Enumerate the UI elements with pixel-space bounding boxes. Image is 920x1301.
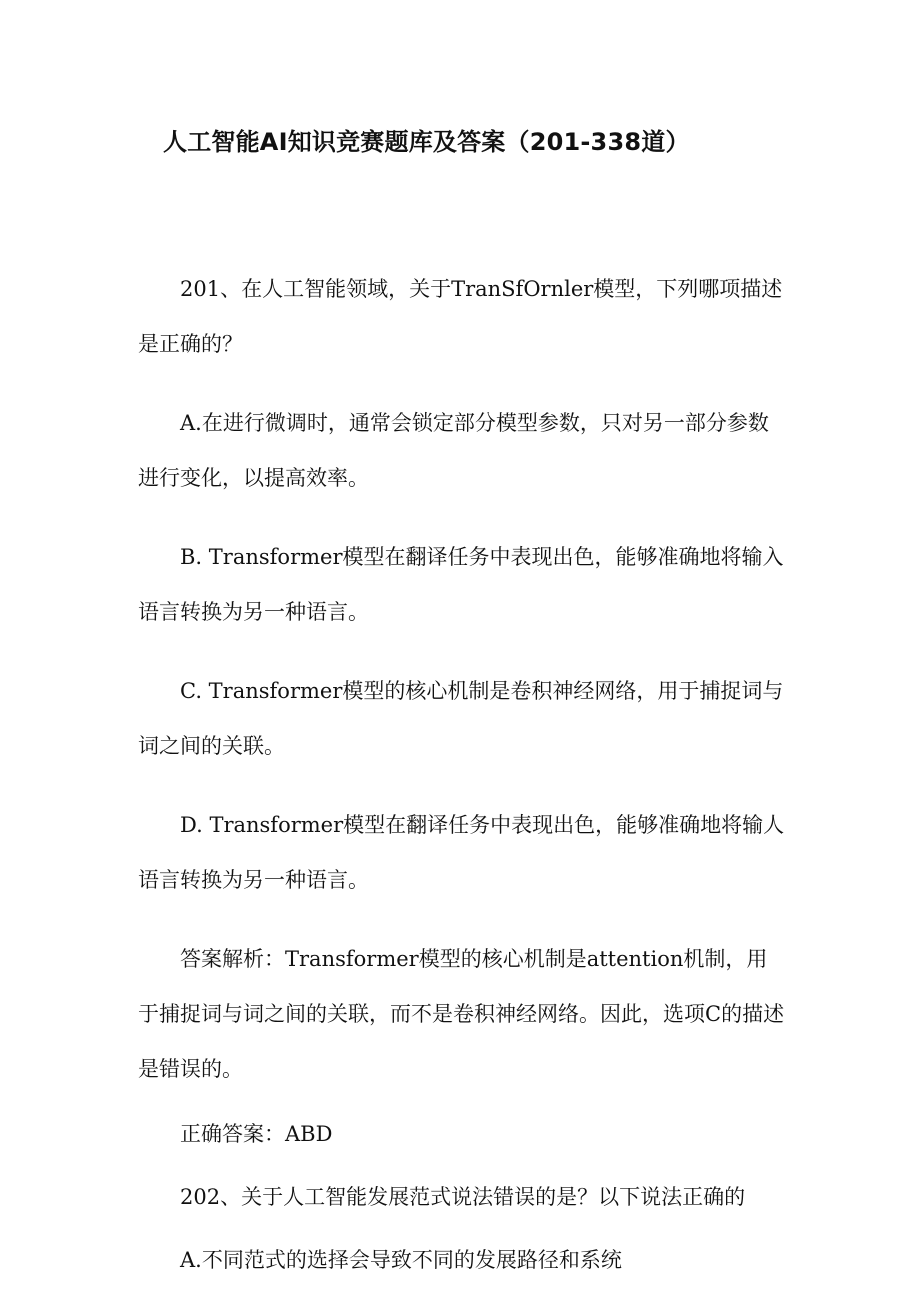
document-title: 人工智能AI知识竞赛题库及答案（201-338道） [163,128,690,156]
question-201-option-c: C. Transformer模型的核心机制是卷积神经网络，用于捕捉词与词之间的关联。 [138,679,784,758]
question-201-stem: 201、在人工智能领域，关于TranSfOrnler模型，下列哪项描述是正确的？ [138,277,783,356]
document-body [138,262,788,1296]
question-201-explanation: 答案解析：Transformer模型的核心机制是attention机制，用于捕捉词与词之间的关联，而不是卷积神经网络。因此，选项C的描述是错误的。 [138,947,785,1081]
question-201-option-b: B. Transformer模型在翻译任务中表现出色，能够准确地将输入语言转换为另一种语言。 [138,545,784,624]
question-201-option-a: A.在进行微调时，通常会锁定部分模型参数，只对另一部分参数进行变化，以提高效率。 [138,411,769,490]
question-201-option-d: D. Transformer模型在翻译任务中表现出色，能够准确地将输人语言转换为另一种语言。 [138,813,785,892]
question-201-correct-answer: 正确答案：ABD [180,1122,333,1146]
question-202-stem: 202、关于人工智能发展范式说法错误的是？以下说法正确的 [180,1185,746,1209]
question-202-option-a: A.不同范式的选择会导致不同的发展路径和系统 [180,1248,622,1272]
